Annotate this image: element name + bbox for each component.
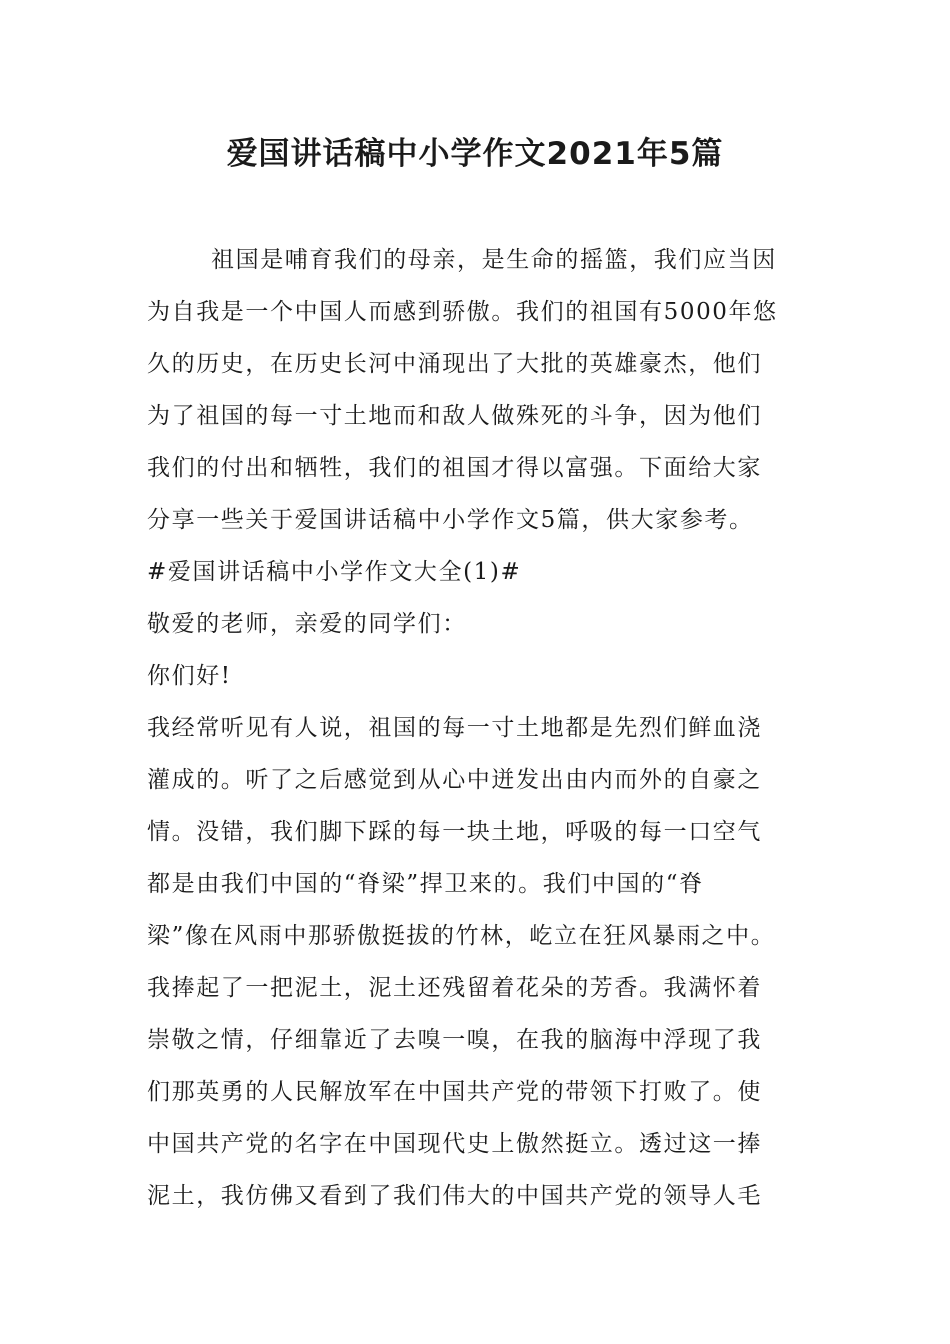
body-line: 分享一些关于爱国讲话稿中小学作文5篇，供大家参考。	[147, 507, 754, 533]
body-line: 崇敬之情，仔细靠近了去嗅一嗅，在我的脑海中浮现了我	[147, 1027, 762, 1053]
body-line: 我捧起了一把泥土，泥土还残留着花朵的芳香。我满怀着	[147, 975, 762, 1001]
body-line: 灌成的。听了之后感觉到从心中迸发出由内而外的自豪之	[147, 767, 762, 793]
body-line: 为了祖国的每一寸土地而和敌人做殊死的斗争，因为他们	[147, 403, 762, 429]
salutation: 敬爱的老师，亲爱的同学们：	[147, 611, 467, 637]
body-line: 我们的付出和牺牲，我们的祖国才得以富强。下面给大家	[147, 455, 762, 481]
body-line: 祖国是哺育我们的母亲，是生命的摇篮，我们应当因	[211, 247, 777, 273]
document-title: 爱国讲话稿中小学作文2021年5篇	[226, 136, 724, 172]
body-line: 我经常听见有人说，祖国的每一寸土地都是先烈们鲜血浇	[147, 715, 762, 741]
body-line: 都是由我们中国的“脊梁”捍卫来的。我们中国的“脊	[147, 871, 704, 897]
greeting: 你们好!	[147, 663, 232, 689]
body-line: 梁”像在风雨中那骄傲挺拔的竹林，屹立在狂风暴雨之中。	[147, 923, 776, 949]
document-body	[147, 234, 807, 1222]
body-line: 们那英勇的人民解放军在中国共产党的带领下打败了。使	[147, 1079, 762, 1105]
body-line: 为自我是一个中国人而感到骄傲。我们的祖国有5000年悠	[147, 299, 778, 325]
body-line: 中国共产党的名字在中国现代史上傲然挺立。透过这一捧	[147, 1131, 762, 1157]
section-heading: #爱国讲话稿中小学作文大全(1)#	[147, 559, 522, 585]
body-line: 泥土，我仿佛又看到了我们伟大的中国共产党的领导人毛	[147, 1183, 762, 1209]
body-line: 久的历史，在历史长河中涌现出了大批的英雄豪杰，他们	[147, 351, 762, 377]
body-line: 情。没错，我们脚下踩的每一块土地，呼吸的每一口空气	[147, 819, 762, 845]
